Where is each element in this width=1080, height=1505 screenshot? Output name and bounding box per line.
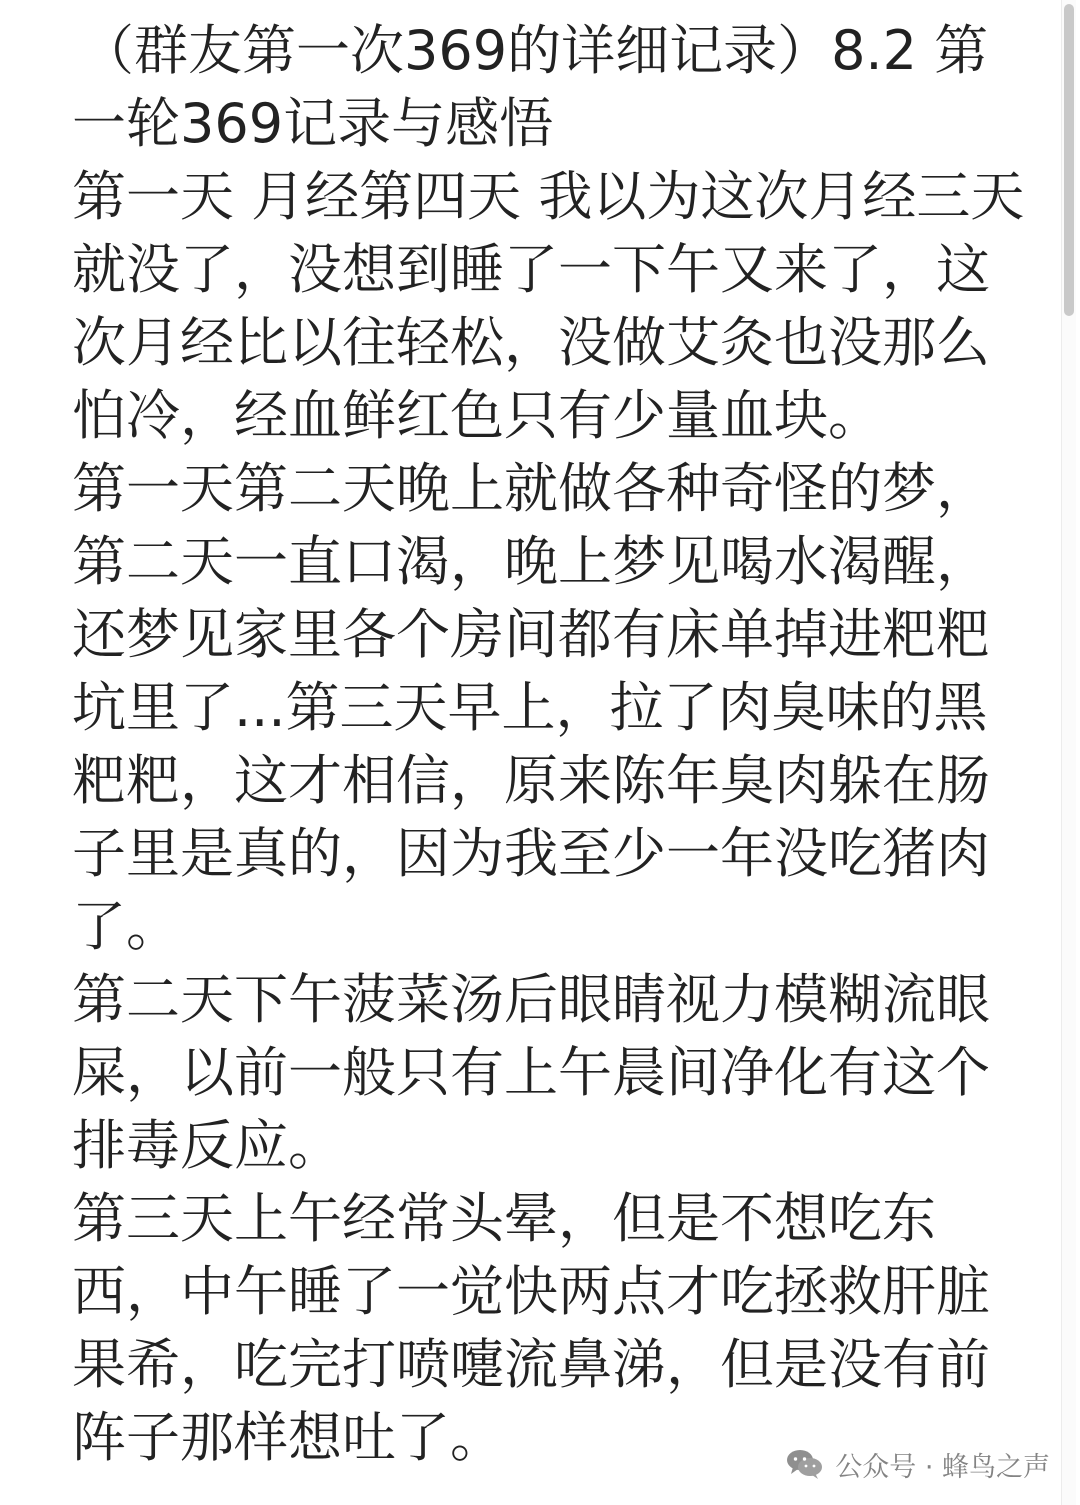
body-line: 子里是真的，因为我至少一年没吃猪肉 <box>72 822 990 885</box>
body-line: 阵子那样想吐了。 <box>72 1406 504 1469</box>
body-line: 怕冷，经血鲜红色只有少量血块。 <box>72 384 882 447</box>
body-line: 就没了，没想到睡了一下午又来了，这 <box>72 238 990 301</box>
scrollbar-thumb[interactable] <box>1064 4 1074 316</box>
body-line: 粑粑，这才相信，原来陈年臭肉躲在肠 <box>72 749 990 812</box>
body-line: 了。 <box>72 895 180 958</box>
body-line: 坑里了...第三天早上，拉了肉臭味的黑 <box>72 676 988 739</box>
body-line: 屎，以前一般只有上午晨间净化有这个 <box>72 1041 990 1104</box>
title-line-2: 一轮369记录与感悟 <box>72 92 554 155</box>
body-line: 排毒反应。 <box>72 1114 342 1177</box>
wechat-icon <box>785 1447 825 1481</box>
body-line: 第二天下午菠菜汤后眼睛视力模糊流眼 <box>72 968 990 1031</box>
body-line: 果希，吃完打喷嚏流鼻涕，但是没有前 <box>72 1333 990 1396</box>
watermark-text: 公众号 · 蜂鸟之声 <box>835 1451 1050 1483</box>
body-line: 第三天上午经常头晕，但是不想吃东 <box>72 1187 936 1250</box>
body-line: 还梦见家里各个房间都有床单掉进粑粑 <box>72 603 990 666</box>
body-line: 第一天 月经第四天 我以为这次月经三天 <box>72 165 1025 228</box>
wechat-official-account-watermark <box>785 1442 1050 1486</box>
body-line: 第二天一直口渴，晚上梦见喝水渴醒， <box>72 530 990 593</box>
title-line-1: （群友第一次369的详细记录）8.2 第 <box>80 19 989 82</box>
article-content <box>72 14 1032 1474</box>
body-line: 第一天第二天晚上就做各种奇怪的梦， <box>72 457 990 520</box>
body-line: 次月经比以往轻松，没做艾灸也没那么 <box>72 311 990 374</box>
body-line: 西，中午睡了一觉快两点才吃拯救肝脏 <box>72 1260 990 1323</box>
